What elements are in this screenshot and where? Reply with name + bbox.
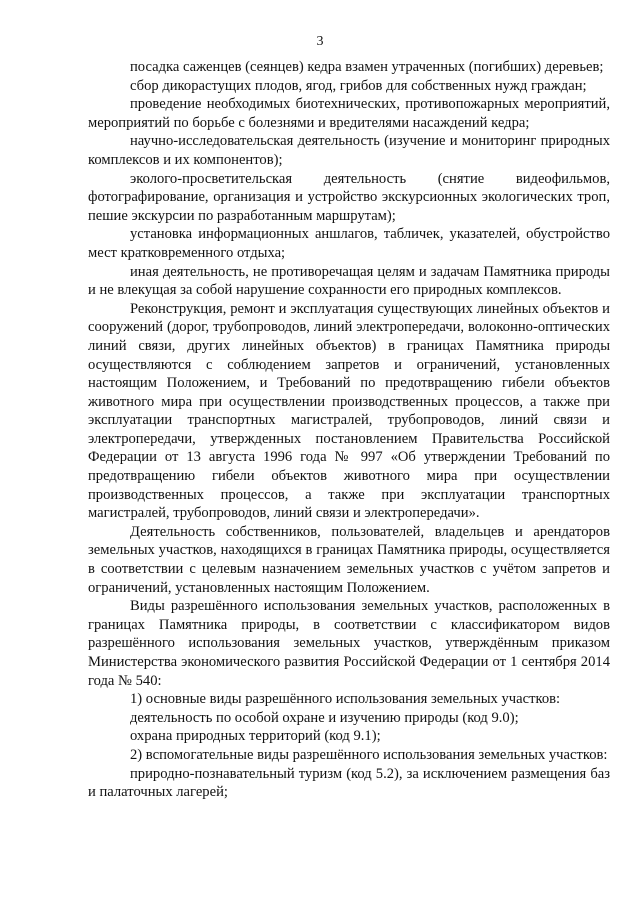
paragraph-use-code-5-2: природно-познавательный туризм (код 5.2), за исключением размещения баз и палаточных лагерей; bbox=[88, 765, 610, 801]
document-body bbox=[88, 58, 610, 802]
paragraph-biotechnical-measures: проведение необходимых биотехнических, противопожарных мероприятий, мероприятий по борьбе с болезнями и вредителями насаждений кедра; bbox=[88, 96, 610, 131]
paragraph-permitted-use: Виды разрешённого использования земельных участков, расположенных в границах Памятника природы, в соответствии с классификатором видов разрешённого использования земельных участков, утверждённым приказом Министерства экономического развития Российской Федерации от 1 сентября 2014 года № 540: bbox=[88, 598, 610, 689]
paragraph-signage: установка информационных аншлагов, табличек, указателей, обустройство мест кратковременного отдыха; bbox=[88, 226, 610, 261]
paragraph-cedar-planting: посадка саженцев (сеянцев) кедра взамен утраченных (погибших) деревьев; bbox=[130, 59, 604, 75]
paragraph-land-owners: Деятельность собственников, пользователей, владельцев и арендаторов земельных участков, находящихся в границах Памятника природы, осуществляется в соответствии с целевым назначением земельных участков с учётом запретов и ограничений, установленных настоящим Положением. bbox=[88, 523, 610, 596]
paragraph-main-uses: 1) основные виды разрешённого использования земельных участков: bbox=[130, 691, 561, 708]
paragraph-use-code-9-0: деятельность по особой охране и изучению природы (код 9.0); bbox=[130, 709, 519, 726]
paragraph-auxiliary-uses: 2) вспомогательные виды разрешённого использования земельных участков: bbox=[130, 746, 608, 763]
paragraph-linear-objects: Реконструкция, ремонт и эксплуатация существующих линейных объектов и сооружений (дорог, трубопроводов, линий электропередачи, волоконно-оптических линий связи, других линейных объектов) в границах Памятника природы осуществляются с соблюдением запретов и ограничений, установленных настоящим Положением, и Требований по предотвращению гибели объектов животного мира при осуществлении производственных процессов, а также при эксплуатации транспортных магистралей, трубопроводов, линий связи и электропередачи, утвержденных постановлением Правительства Российской Федерации от 13 августа 1996 года № 997 «Об утверждении Требований по предотвращению гибели объектов животного мира при осуществлении производственных процессов, а также при эксплуатации транспортных магистралей, трубопроводов, линий связи и электропередачи». bbox=[88, 300, 610, 522]
paragraph-research-activity: научно-исследовательская деятельность (изучение и мониторинг природных комплексов и их компонентов); bbox=[88, 133, 610, 168]
page-number: 3 bbox=[316, 34, 324, 49]
paragraph-wild-harvest: сбор дикорастущих плодов, ягод, грибов для собственных нужд граждан; bbox=[130, 77, 587, 94]
paragraph-use-code-9-1: охрана природных территорий (код 9.1); bbox=[130, 728, 381, 745]
paragraph-other-activity: иная деятельность, не противоречащая целям и задачам Памятника природы и не влекущая за собой нарушение сохранности его природных комплексов. bbox=[88, 263, 610, 299]
paragraph-ecological-education: эколого-просветительская деятельность (снятие видеофильмов, фотографирование, организация и устройство экскурсионных экологических троп, пешие экскурсии по разработанным маршрутам); bbox=[88, 170, 610, 224]
